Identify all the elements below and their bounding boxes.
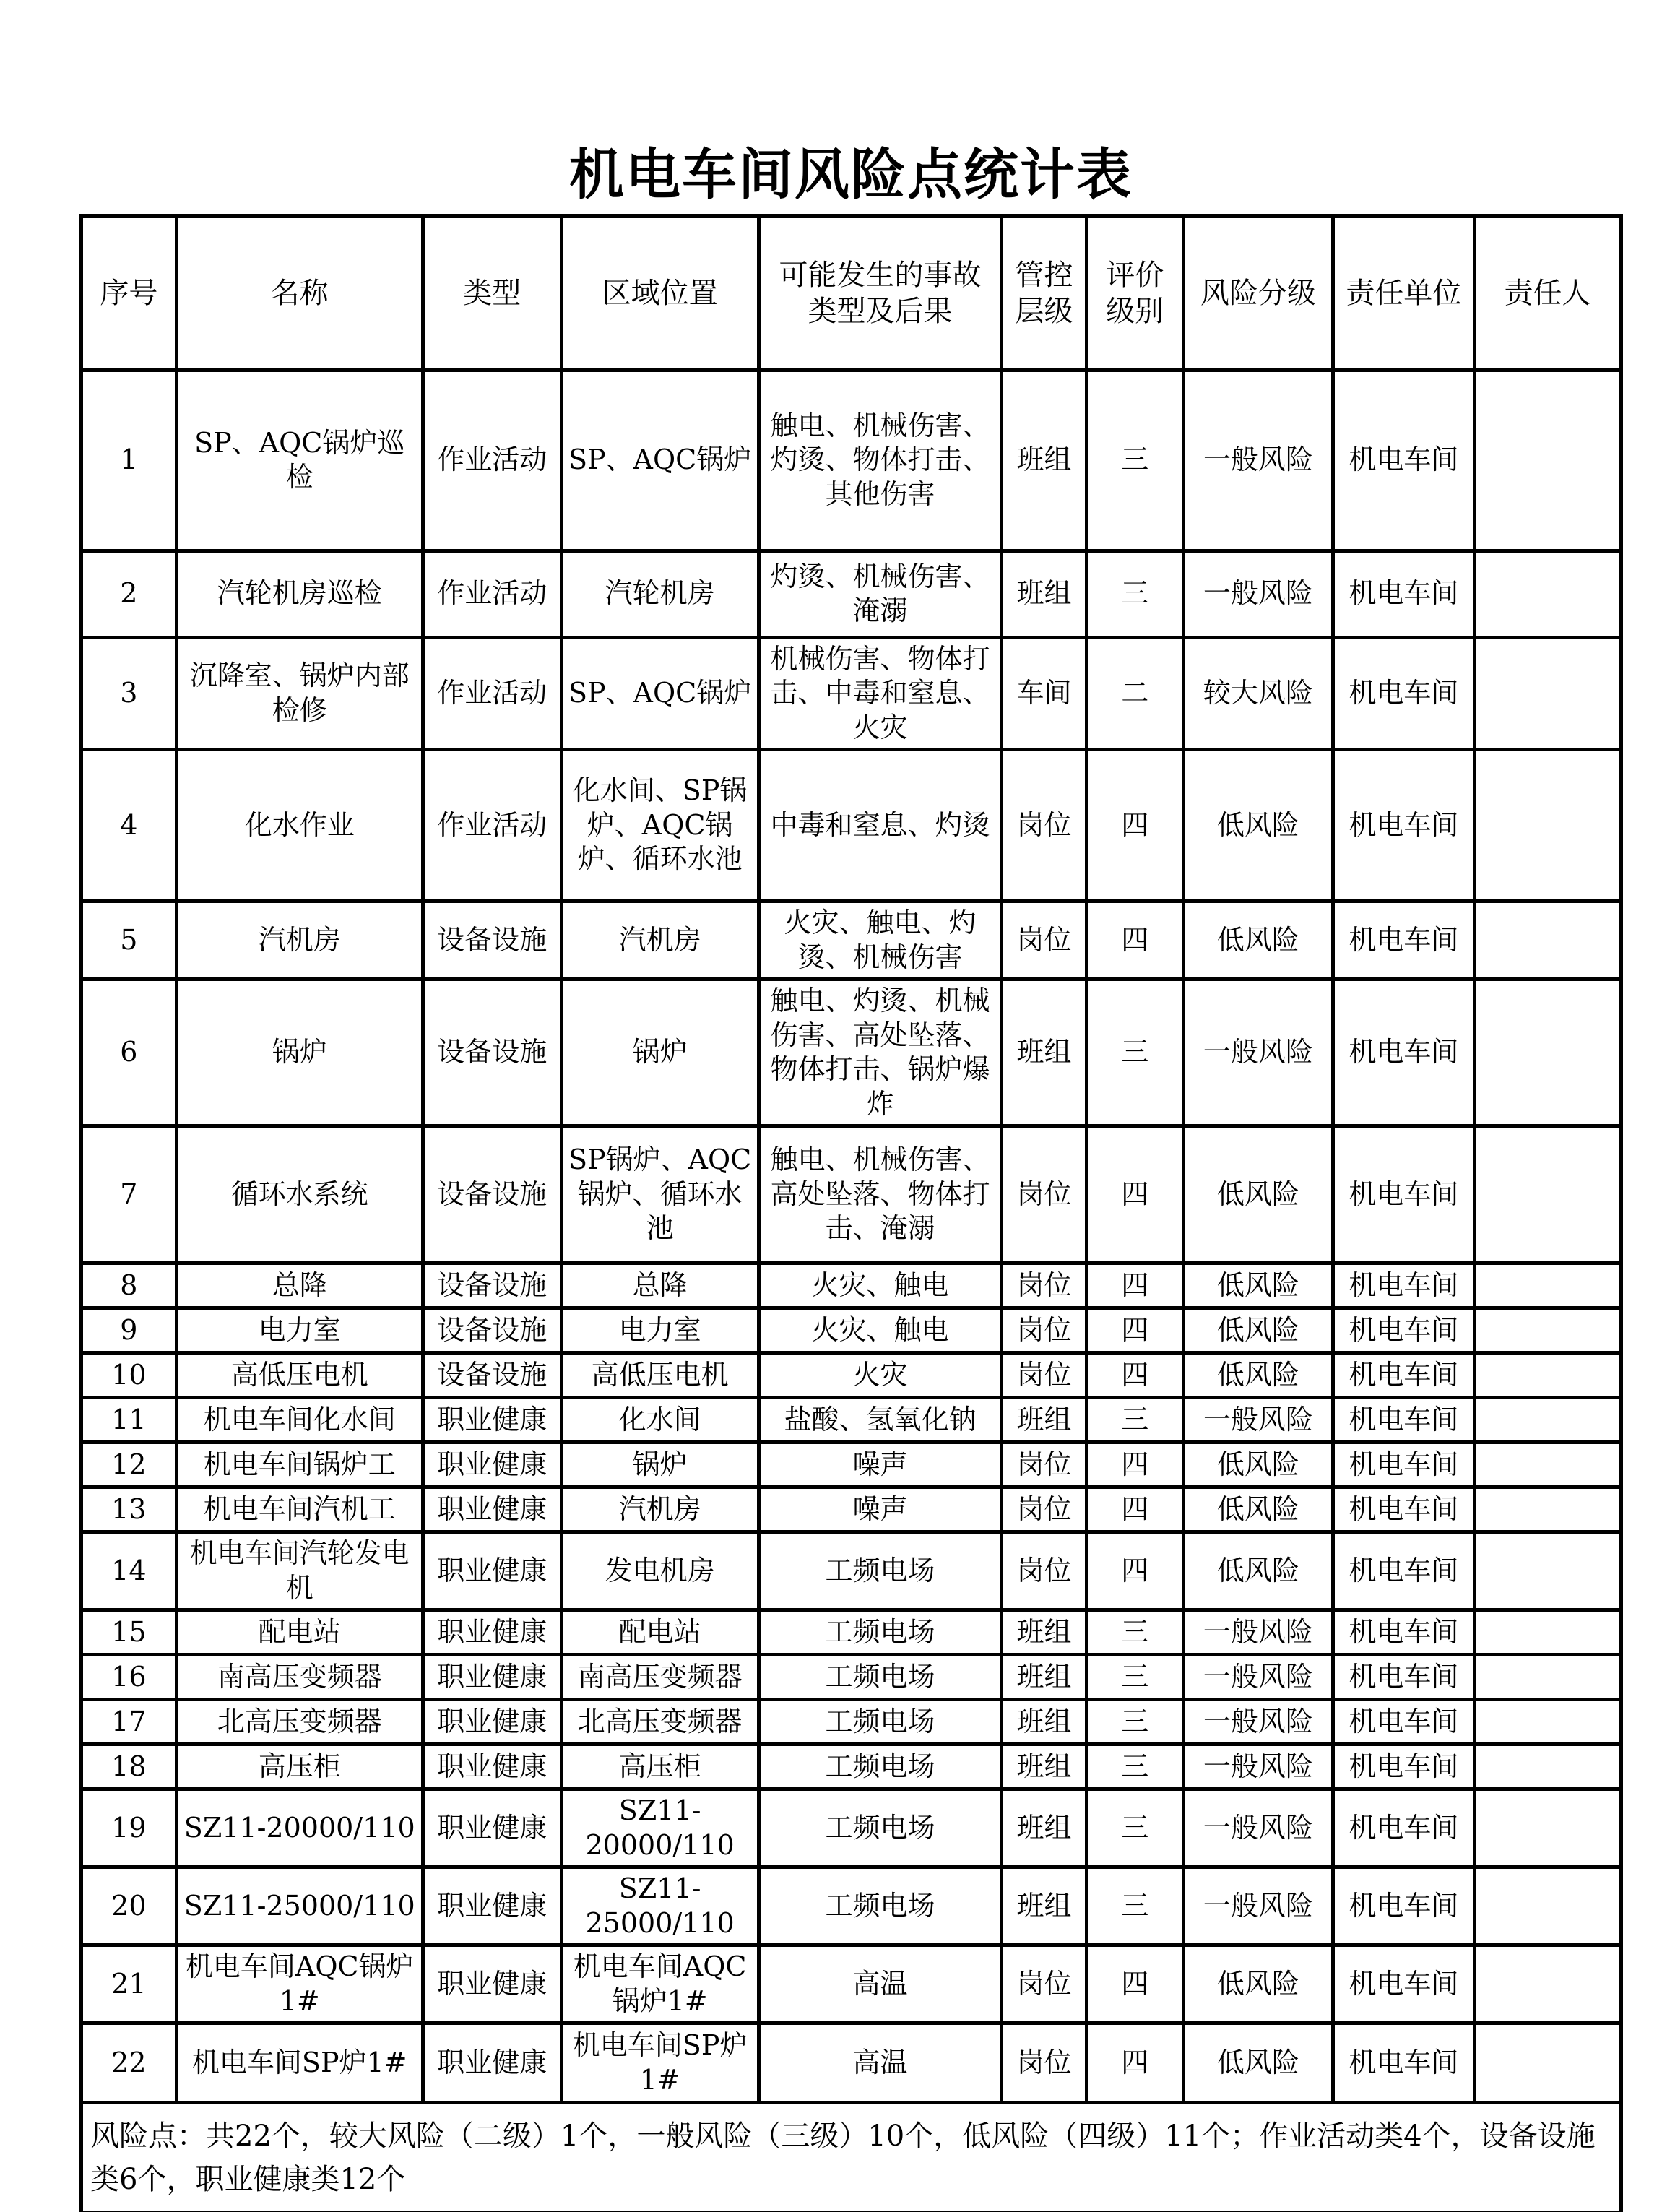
table-row bbox=[81, 1867, 1621, 1945]
cell-responsible-unit: 机电车间 bbox=[1333, 750, 1474, 902]
cell-type: 职业健康 bbox=[423, 1487, 561, 1532]
cell-type: 设备设施 bbox=[423, 1263, 561, 1308]
cell-responsible-unit: 机电车间 bbox=[1333, 1308, 1474, 1353]
cell-type: 职业健康 bbox=[423, 1532, 561, 1610]
cell-type: 作业活动 bbox=[423, 637, 561, 750]
table-row bbox=[81, 1263, 1621, 1308]
cell-no: 3 bbox=[81, 637, 176, 750]
cell-location: 汽轮机房 bbox=[561, 550, 758, 637]
cell-evaluation-grade: 三 bbox=[1086, 1789, 1183, 1867]
cell-accident: 火灾、触电 bbox=[758, 1263, 1002, 1308]
cell-responsible-unit: 机电车间 bbox=[1333, 1263, 1474, 1308]
cell-control-level: 岗位 bbox=[1002, 750, 1086, 902]
cell-responsible-unit: 机电车间 bbox=[1333, 1867, 1474, 1945]
cell-responsible-person bbox=[1474, 1700, 1621, 1745]
cell-control-level: 班组 bbox=[1002, 370, 1086, 550]
cell-no: 1 bbox=[81, 370, 176, 550]
cell-accident: 火灾、触电、灼烫、机械伤害 bbox=[758, 902, 1002, 980]
cell-risk-grade: 低风险 bbox=[1183, 1487, 1333, 1532]
cell-responsible-person bbox=[1474, 1308, 1621, 1353]
cell-no: 14 bbox=[81, 1532, 176, 1610]
cell-name: 机电车间汽轮发电机 bbox=[176, 1532, 423, 1610]
cell-control-level: 岗位 bbox=[1002, 1263, 1086, 1308]
cell-risk-grade: 一般风险 bbox=[1183, 980, 1333, 1126]
cell-risk-grade: 低风险 bbox=[1183, 750, 1333, 902]
cell-evaluation-grade: 三 bbox=[1086, 370, 1183, 550]
cell-no: 13 bbox=[81, 1487, 176, 1532]
table-row bbox=[81, 550, 1621, 637]
cell-risk-grade: 低风险 bbox=[1183, 1263, 1333, 1308]
cell-accident: 工频电场 bbox=[758, 1867, 1002, 1945]
cell-no: 17 bbox=[81, 1700, 176, 1745]
cell-no: 2 bbox=[81, 550, 176, 637]
cell-accident: 工频电场 bbox=[758, 1700, 1002, 1745]
cell-responsible-person bbox=[1474, 1789, 1621, 1867]
cell-control-level: 岗位 bbox=[1002, 1353, 1086, 1398]
cell-responsible-person bbox=[1474, 1945, 1621, 2023]
cell-type: 设备设施 bbox=[423, 980, 561, 1126]
cell-no: 7 bbox=[81, 1126, 176, 1263]
cell-responsible-unit: 机电车间 bbox=[1333, 550, 1474, 637]
cell-responsible-person bbox=[1474, 1398, 1621, 1443]
cell-responsible-unit: 机电车间 bbox=[1333, 1353, 1474, 1398]
cell-control-level: 班组 bbox=[1002, 1700, 1086, 1745]
cell-responsible-person bbox=[1474, 1655, 1621, 1700]
cell-responsible-unit: 机电车间 bbox=[1333, 2023, 1474, 2103]
table-row bbox=[81, 637, 1621, 750]
cell-responsible-person bbox=[1474, 637, 1621, 750]
cell-evaluation-grade: 三 bbox=[1086, 1610, 1183, 1655]
cell-evaluation-grade: 三 bbox=[1086, 1745, 1183, 1789]
cell-name: SZ11-25000/110 bbox=[176, 1867, 423, 1945]
summary-note: 风险点：共22个，较大风险（二级）1个，一般风险（三级）10个，低风险（四级）11个；作业活动类4个，设备设施类6个，职业健康类12个 bbox=[81, 2103, 1621, 2212]
cell-accident: 触电、机械伤害、灼烫、物体打击、其他伤害 bbox=[758, 370, 1002, 550]
cell-evaluation-grade: 四 bbox=[1086, 1487, 1183, 1532]
cell-risk-grade: 一般风险 bbox=[1183, 370, 1333, 550]
cell-name: 沉降室、锅炉内部检修 bbox=[176, 637, 423, 750]
cell-name: 汽机房 bbox=[176, 902, 423, 980]
cell-type: 职业健康 bbox=[423, 1443, 561, 1487]
cell-risk-grade: 一般风险 bbox=[1183, 1745, 1333, 1789]
cell-name: 机电车间SP炉1# bbox=[176, 2023, 423, 2103]
cell-evaluation-grade: 三 bbox=[1086, 1655, 1183, 1700]
cell-accident: 工频电场 bbox=[758, 1610, 1002, 1655]
cell-risk-grade: 一般风险 bbox=[1183, 1867, 1333, 1945]
cell-risk-grade: 低风险 bbox=[1183, 1945, 1333, 2023]
cell-responsible-person bbox=[1474, 1610, 1621, 1655]
cell-name: 机电车间化水间 bbox=[176, 1398, 423, 1443]
cell-no: 16 bbox=[81, 1655, 176, 1700]
cell-name: 机电车间锅炉工 bbox=[176, 1443, 423, 1487]
cell-location: 汽机房 bbox=[561, 1487, 758, 1532]
cell-evaluation-grade: 四 bbox=[1086, 1126, 1183, 1263]
cell-no: 20 bbox=[81, 1867, 176, 1945]
cell-type: 设备设施 bbox=[423, 902, 561, 980]
cell-location: 电力室 bbox=[561, 1308, 758, 1353]
cell-name: 汽轮机房巡检 bbox=[176, 550, 423, 637]
cell-responsible-person bbox=[1474, 1745, 1621, 1789]
cell-no: 10 bbox=[81, 1353, 176, 1398]
cell-name: 机电车间AQC锅炉1# bbox=[176, 1945, 423, 2023]
cell-type: 职业健康 bbox=[423, 2023, 561, 2103]
cell-responsible-unit: 机电车间 bbox=[1333, 902, 1474, 980]
cell-control-level: 班组 bbox=[1002, 1867, 1086, 1945]
cell-type: 职业健康 bbox=[423, 1745, 561, 1789]
cell-name: 高低压电机 bbox=[176, 1353, 423, 1398]
cell-no: 8 bbox=[81, 1263, 176, 1308]
cell-risk-grade: 低风险 bbox=[1183, 2023, 1333, 2103]
cell-name: 机电车间汽机工 bbox=[176, 1487, 423, 1532]
cell-name: 南高压变频器 bbox=[176, 1655, 423, 1700]
table-row bbox=[81, 1745, 1621, 1789]
cell-name: 总降 bbox=[176, 1263, 423, 1308]
cell-name: 锅炉 bbox=[176, 980, 423, 1126]
cell-control-level: 班组 bbox=[1002, 1610, 1086, 1655]
cell-location: 机电车间SP炉1# bbox=[561, 2023, 758, 2103]
cell-risk-grade: 低风险 bbox=[1183, 1126, 1333, 1263]
table-row bbox=[81, 1353, 1621, 1398]
cell-accident: 火灾、触电 bbox=[758, 1308, 1002, 1353]
header-row bbox=[81, 216, 1621, 371]
cell-responsible-person bbox=[1474, 1867, 1621, 1945]
cell-type: 职业健康 bbox=[423, 1398, 561, 1443]
cell-type: 作业活动 bbox=[423, 370, 561, 550]
table-row bbox=[81, 1308, 1621, 1353]
table-row bbox=[81, 1487, 1621, 1532]
cell-responsible-unit: 机电车间 bbox=[1333, 1655, 1474, 1700]
header-risk-grade: 风险分级 bbox=[1183, 216, 1333, 371]
cell-responsible-person bbox=[1474, 1126, 1621, 1263]
cell-type: 职业健康 bbox=[423, 1789, 561, 1867]
header-responsible-person: 责任人 bbox=[1474, 216, 1621, 371]
cell-control-level: 岗位 bbox=[1002, 2023, 1086, 2103]
cell-control-level: 岗位 bbox=[1002, 902, 1086, 980]
table-row bbox=[81, 1126, 1621, 1263]
table-row bbox=[81, 1945, 1621, 2023]
cell-risk-grade: 一般风险 bbox=[1183, 1655, 1333, 1700]
table-row bbox=[81, 2023, 1621, 2103]
cell-responsible-unit: 机电车间 bbox=[1333, 370, 1474, 550]
cell-evaluation-grade: 四 bbox=[1086, 1353, 1183, 1398]
cell-type: 作业活动 bbox=[423, 750, 561, 902]
cell-responsible-unit: 机电车间 bbox=[1333, 1443, 1474, 1487]
header-no: 序号 bbox=[81, 216, 176, 371]
cell-name: 化水作业 bbox=[176, 750, 423, 902]
table-row bbox=[81, 1700, 1621, 1745]
table-row bbox=[81, 1610, 1621, 1655]
cell-responsible-unit: 机电车间 bbox=[1333, 1700, 1474, 1745]
cell-no: 4 bbox=[81, 750, 176, 902]
cell-no: 9 bbox=[81, 1308, 176, 1353]
cell-responsible-unit: 机电车间 bbox=[1333, 1945, 1474, 2023]
cell-responsible-person bbox=[1474, 1263, 1621, 1308]
cell-responsible-unit: 机电车间 bbox=[1333, 1532, 1474, 1610]
cell-no: 5 bbox=[81, 902, 176, 980]
cell-location: 总降 bbox=[561, 1263, 758, 1308]
cell-responsible-person bbox=[1474, 1353, 1621, 1398]
cell-location: 锅炉 bbox=[561, 1443, 758, 1487]
cell-control-level: 班组 bbox=[1002, 1745, 1086, 1789]
cell-risk-grade: 低风险 bbox=[1183, 1353, 1333, 1398]
cell-type: 设备设施 bbox=[423, 1308, 561, 1353]
cell-location: SP、AQC锅炉 bbox=[561, 637, 758, 750]
header-evaluation-grade: 评价级别 bbox=[1086, 216, 1183, 371]
cell-responsible-person bbox=[1474, 2023, 1621, 2103]
cell-responsible-person bbox=[1474, 1532, 1621, 1610]
cell-name: 北高压变频器 bbox=[176, 1700, 423, 1745]
cell-control-level: 班组 bbox=[1002, 980, 1086, 1126]
cell-location: 汽机房 bbox=[561, 902, 758, 980]
cell-responsible-person bbox=[1474, 550, 1621, 637]
cell-control-level: 班组 bbox=[1002, 1789, 1086, 1867]
cell-control-level: 岗位 bbox=[1002, 1532, 1086, 1610]
cell-risk-grade: 一般风险 bbox=[1183, 550, 1333, 637]
cell-responsible-unit: 机电车间 bbox=[1333, 1487, 1474, 1532]
cell-risk-grade: 低风险 bbox=[1183, 902, 1333, 980]
cell-risk-grade: 一般风险 bbox=[1183, 1610, 1333, 1655]
cell-location: SZ11-25000/110 bbox=[561, 1867, 758, 1945]
cell-responsible-person bbox=[1474, 1443, 1621, 1487]
cell-accident: 触电、机械伤害、高处坠落、物体打击、淹溺 bbox=[758, 1126, 1002, 1263]
cell-risk-grade: 低风险 bbox=[1183, 1308, 1333, 1353]
cell-risk-grade: 低风险 bbox=[1183, 1443, 1333, 1487]
cell-type: 设备设施 bbox=[423, 1353, 561, 1398]
cell-location: 配电站 bbox=[561, 1610, 758, 1655]
cell-type: 职业健康 bbox=[423, 1867, 561, 1945]
table-row bbox=[81, 1443, 1621, 1487]
cell-accident: 火灾 bbox=[758, 1353, 1002, 1398]
cell-accident: 灼烫、机械伤害、淹溺 bbox=[758, 550, 1002, 637]
cell-type: 设备设施 bbox=[423, 1126, 561, 1263]
table-row bbox=[81, 750, 1621, 902]
cell-location: SP、AQC锅炉 bbox=[561, 370, 758, 550]
cell-location: 机电车间AQC锅炉1# bbox=[561, 1945, 758, 2023]
cell-no: 12 bbox=[81, 1443, 176, 1487]
header-name: 名称 bbox=[176, 216, 423, 371]
cell-name: 电力室 bbox=[176, 1308, 423, 1353]
cell-location: SZ11-20000/110 bbox=[561, 1789, 758, 1867]
header-control-level: 管控层级 bbox=[1002, 216, 1086, 371]
cell-responsible-person bbox=[1474, 750, 1621, 902]
cell-control-level: 车间 bbox=[1002, 637, 1086, 750]
cell-name: SZ11-20000/110 bbox=[176, 1789, 423, 1867]
cell-evaluation-grade: 四 bbox=[1086, 902, 1183, 980]
cell-evaluation-grade: 三 bbox=[1086, 980, 1183, 1126]
page-title: 机电车间风险点统计表 bbox=[569, 142, 1133, 207]
cell-type: 职业健康 bbox=[423, 1945, 561, 2023]
table-row bbox=[81, 370, 1621, 550]
cell-control-level: 岗位 bbox=[1002, 1308, 1086, 1353]
cell-evaluation-grade: 四 bbox=[1086, 1443, 1183, 1487]
cell-accident: 高温 bbox=[758, 1945, 1002, 2023]
cell-no: 15 bbox=[81, 1610, 176, 1655]
cell-name: 配电站 bbox=[176, 1610, 423, 1655]
cell-name: SP、AQC锅炉巡检 bbox=[176, 370, 423, 550]
cell-evaluation-grade: 四 bbox=[1086, 2023, 1183, 2103]
cell-location: 高压柜 bbox=[561, 1745, 758, 1789]
cell-location: 锅炉 bbox=[561, 980, 758, 1126]
header-responsible-unit: 责任单位 bbox=[1333, 216, 1474, 371]
cell-location: 发电机房 bbox=[561, 1532, 758, 1610]
cell-evaluation-grade: 四 bbox=[1086, 750, 1183, 902]
cell-control-level: 岗位 bbox=[1002, 1443, 1086, 1487]
cell-type: 职业健康 bbox=[423, 1700, 561, 1745]
cell-accident: 工频电场 bbox=[758, 1532, 1002, 1610]
cell-accident: 盐酸、氢氧化钠 bbox=[758, 1398, 1002, 1443]
cell-responsible-unit: 机电车间 bbox=[1333, 1610, 1474, 1655]
cell-accident: 工频电场 bbox=[758, 1745, 1002, 1789]
cell-no: 11 bbox=[81, 1398, 176, 1443]
cell-responsible-unit: 机电车间 bbox=[1333, 1745, 1474, 1789]
cell-evaluation-grade: 三 bbox=[1086, 1398, 1183, 1443]
cell-responsible-person bbox=[1474, 902, 1621, 980]
cell-accident: 噪声 bbox=[758, 1443, 1002, 1487]
cell-responsible-unit: 机电车间 bbox=[1333, 1789, 1474, 1867]
cell-responsible-person bbox=[1474, 1487, 1621, 1532]
cell-no: 21 bbox=[81, 1945, 176, 2023]
table-row bbox=[81, 1398, 1621, 1443]
cell-responsible-unit: 机电车间 bbox=[1333, 1398, 1474, 1443]
cell-evaluation-grade: 二 bbox=[1086, 637, 1183, 750]
cell-control-level: 班组 bbox=[1002, 550, 1086, 637]
cell-evaluation-grade: 四 bbox=[1086, 1945, 1183, 2023]
table-row bbox=[81, 1655, 1621, 1700]
cell-risk-grade: 一般风险 bbox=[1183, 1789, 1333, 1867]
cell-no: 19 bbox=[81, 1789, 176, 1867]
cell-evaluation-grade: 四 bbox=[1086, 1308, 1183, 1353]
cell-accident: 工频电场 bbox=[758, 1655, 1002, 1700]
cell-accident: 中毒和窒息、灼烫 bbox=[758, 750, 1002, 902]
cell-location: 南高压变频器 bbox=[561, 1655, 758, 1700]
cell-accident: 工频电场 bbox=[758, 1789, 1002, 1867]
cell-evaluation-grade: 三 bbox=[1086, 1700, 1183, 1745]
cell-location: 化水间 bbox=[561, 1398, 758, 1443]
cell-control-level: 班组 bbox=[1002, 1655, 1086, 1700]
cell-no: 18 bbox=[81, 1745, 176, 1789]
risk-statistics-table bbox=[79, 214, 1623, 2212]
table-row bbox=[81, 1532, 1621, 1610]
cell-risk-grade: 低风险 bbox=[1183, 1532, 1333, 1610]
cell-location: 化水间、SP锅炉、AQC锅炉、循环水池 bbox=[561, 750, 758, 902]
cell-risk-grade: 一般风险 bbox=[1183, 1398, 1333, 1443]
cell-accident: 高温 bbox=[758, 2023, 1002, 2103]
header-accident: 可能发生的事故类型及后果 bbox=[758, 216, 1002, 371]
cell-responsible-unit: 机电车间 bbox=[1333, 980, 1474, 1126]
cell-accident: 噪声 bbox=[758, 1487, 1002, 1532]
header-location: 区域位置 bbox=[561, 216, 758, 371]
cell-evaluation-grade: 三 bbox=[1086, 550, 1183, 637]
cell-no: 22 bbox=[81, 2023, 176, 2103]
cell-type: 作业活动 bbox=[423, 550, 561, 637]
cell-evaluation-grade: 四 bbox=[1086, 1263, 1183, 1308]
cell-control-level: 岗位 bbox=[1002, 1487, 1086, 1532]
cell-no: 6 bbox=[81, 980, 176, 1126]
cell-control-level: 岗位 bbox=[1002, 1945, 1086, 2023]
table-row bbox=[81, 1789, 1621, 1867]
cell-evaluation-grade: 三 bbox=[1086, 1867, 1183, 1945]
cell-control-level: 班组 bbox=[1002, 1398, 1086, 1443]
cell-responsible-unit: 机电车间 bbox=[1333, 1126, 1474, 1263]
cell-type: 职业健康 bbox=[423, 1655, 561, 1700]
cell-responsible-unit: 机电车间 bbox=[1333, 637, 1474, 750]
cell-name: 循环水系统 bbox=[176, 1126, 423, 1263]
cell-name: 高压柜 bbox=[176, 1745, 423, 1789]
cell-location: 高低压电机 bbox=[561, 1353, 758, 1398]
cell-location: 北高压变频器 bbox=[561, 1700, 758, 1745]
cell-responsible-person bbox=[1474, 370, 1621, 550]
cell-evaluation-grade: 四 bbox=[1086, 1532, 1183, 1610]
cell-accident: 触电、灼烫、机械伤害、高处坠落、物体打击、锅炉爆炸 bbox=[758, 980, 1002, 1126]
cell-location: SP锅炉、AQC锅炉、循环水池 bbox=[561, 1126, 758, 1263]
header-type: 类型 bbox=[423, 216, 561, 371]
cell-type: 职业健康 bbox=[423, 1610, 561, 1655]
table-row bbox=[81, 902, 1621, 980]
cell-responsible-person bbox=[1474, 980, 1621, 1126]
table-row bbox=[81, 980, 1621, 1126]
cell-risk-grade: 一般风险 bbox=[1183, 1700, 1333, 1745]
cell-risk-grade: 较大风险 bbox=[1183, 637, 1333, 750]
cell-control-level: 岗位 bbox=[1002, 1126, 1086, 1263]
cell-accident: 机械伤害、物体打击、中毒和窒息、火灾 bbox=[758, 637, 1002, 750]
footer-row bbox=[81, 2103, 1621, 2212]
